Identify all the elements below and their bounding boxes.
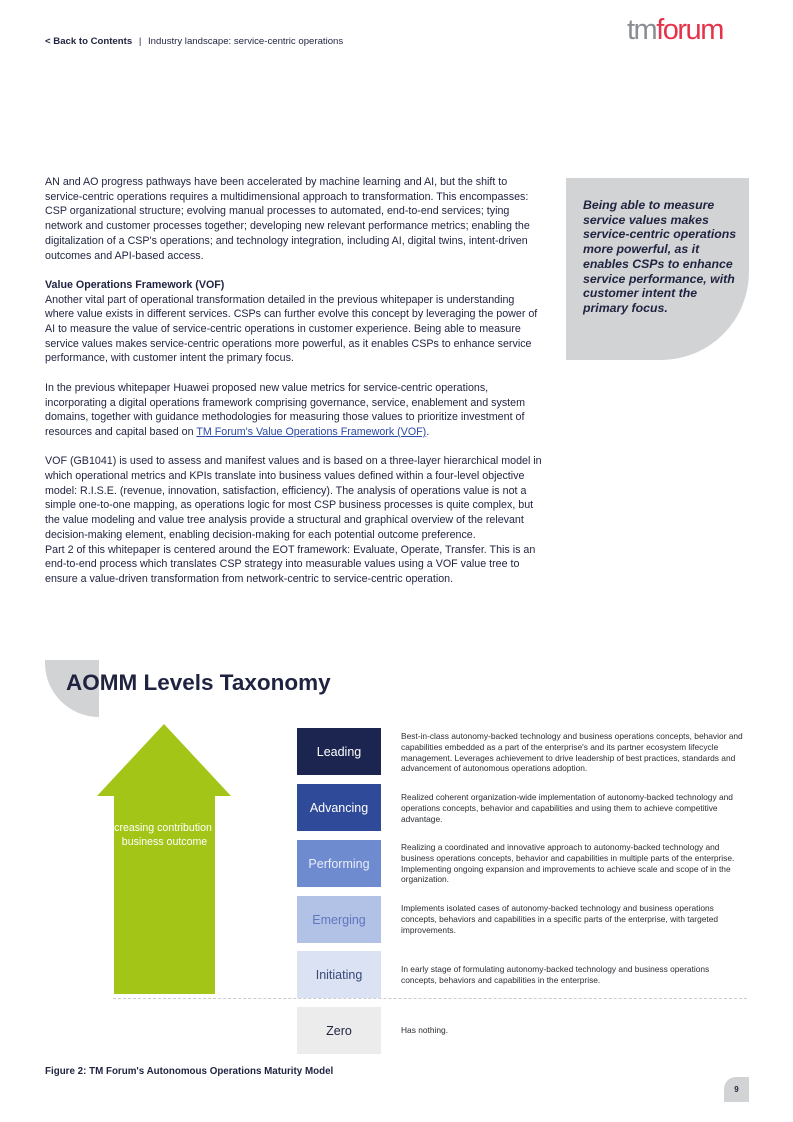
level-advancing: Advancing [297,784,381,831]
logo-tm: tm [627,14,657,46]
pull-quote-text: Being able to measure service values makes service-centric operations more powerful, as it enables CSPs to enhance service performance, with customer intent the primary focus. [583,198,737,315]
up-arrow [97,724,232,994]
tmforum-logo [627,16,723,45]
level-leading-description: Best-in-class autonomy-backed technology and business operations concepts, behavior and capabilities embedded as a part of the enterprise's and its partner ecosystem lifecycle management. Leverages achievement to drive leadership of best practices, standards and advancement of autonomous operations adoption. [401,731,743,774]
dashed-divider [113,998,747,999]
level-emerging: Emerging [297,896,381,943]
level-advancing-description: Realized coherent organization-wide implementation of autonomy-backed technology and operations concepts, behavior and capabilities and using them to achieve competitive advantage. [401,792,733,824]
level-zero-description: Has nothing. [401,1025,449,1035]
paragraph-2: Another vital part of operational transformation detailed in the previous whitepaper is understanding where value exists in different services. CSPs can further evolve this concept by leveraging the power of AI to measure the value of service-centric operations in customer experience. Being able to measure service values makes service-centric operations more powerful, as it enables CSPs to enhance service performance, with customer intent the primary focus. [45,293,538,365]
paragraph-4: VOF (GB1041) is used to assess and manifest values and is based on a three-layer hierarchical model in which operational metrics and KPIs translate into business values defined within a four-level objective model: R.I.S.E. (revenue, innovation, satisfaction, efficiency). The analysis of operations value is not a simple one-to-one mapping, as operations logic for most CSP business processes is quite complex, but the value modeling and value tree analysis provide a structural and graphical overview of the relevant decision-making element, enabling decision-making for each potential outcome preference. [45,455,542,541]
section-heading: Value Operations Framework (VOF) [45,278,225,291]
logo-forum: forum [656,14,723,46]
level-initiating-description: In early stage of formulating autonomy-backed technology and business operations concepts, behaviors and capabilities in the enterprise. [401,964,710,985]
body-text [45,175,545,587]
level-performing-description: Realizing a coordinated and innovative approach to autonomy-backed technology and business operations concepts, behavior and capabilities in multiple parts of the enterprise. Implementing ongoing expansion and improvements to achieve scale and scope of in the organization. [401,842,735,885]
page-number: 9 [724,1077,749,1102]
paragraph-1: AN and AO progress pathways have been accelerated by machine learning and AI, but the shift to service-centric operations requires a multidimensional approach to transformation. This encompasses: CSP organizational structure; evolving manual processes to automated, end-to-end services; tying network and customer processes together; developing new relevant performance metrics; enabling the digitalization of a CSP's operations; and technology integration, including AI, digital twins, intent-driven outcomes and API-based access. [45,176,530,262]
up-arrow-icon [97,724,232,994]
back-to-contents-link[interactable]: < Back to Contents [45,36,133,47]
level-zero: Zero [297,1007,381,1054]
section-title: Industry landscape: service-centric operations [148,36,344,47]
paragraph-3-end: . [426,425,430,438]
breadcrumb-separator: | [138,36,142,47]
paragraph-3 [45,381,545,440]
level-leading: Leading [297,728,381,775]
pull-quote-box [566,178,749,360]
paragraph-3-text: In the previous whitepaper Huawei proposed new value metrics for service-centric operations, incorporating a digital operations framework comprising governance, service, enablement and system domains, together with guidance methodologies for measuring those values to prioritize investment of resources and capital based on [45,381,525,438]
level-performing: Performing [297,840,381,887]
level-initiating: Initiating [297,951,381,998]
figure-caption: Figure 2: TM Forum's Autonomous Operations Maturity Model [45,1066,334,1077]
level-emerging-description: Implements isolated cases of autonomy-backed technology and business operations concepts, behaviors and capabilities in a specific parts of the enterprise, with targeted improvements. [401,903,719,935]
vof-link[interactable]: TM Forum's Value Operations Framework (VOF) [196,425,427,438]
breadcrumb [45,36,343,47]
figure-title: AOMM Levels Taxonomy [66,670,331,695]
paragraph-5: Part 2 of this whitepaper is centered around the EOT framework: Evaluate, Operate, Transfer. This is an end-to-end process which translates CSP strategy into measurable values using a VOF value tree to ensure a value-driven transformation from network-centric to service-centric operation. [45,543,536,585]
arrow-label: Increasing contribution to business outcome [105,822,224,848]
